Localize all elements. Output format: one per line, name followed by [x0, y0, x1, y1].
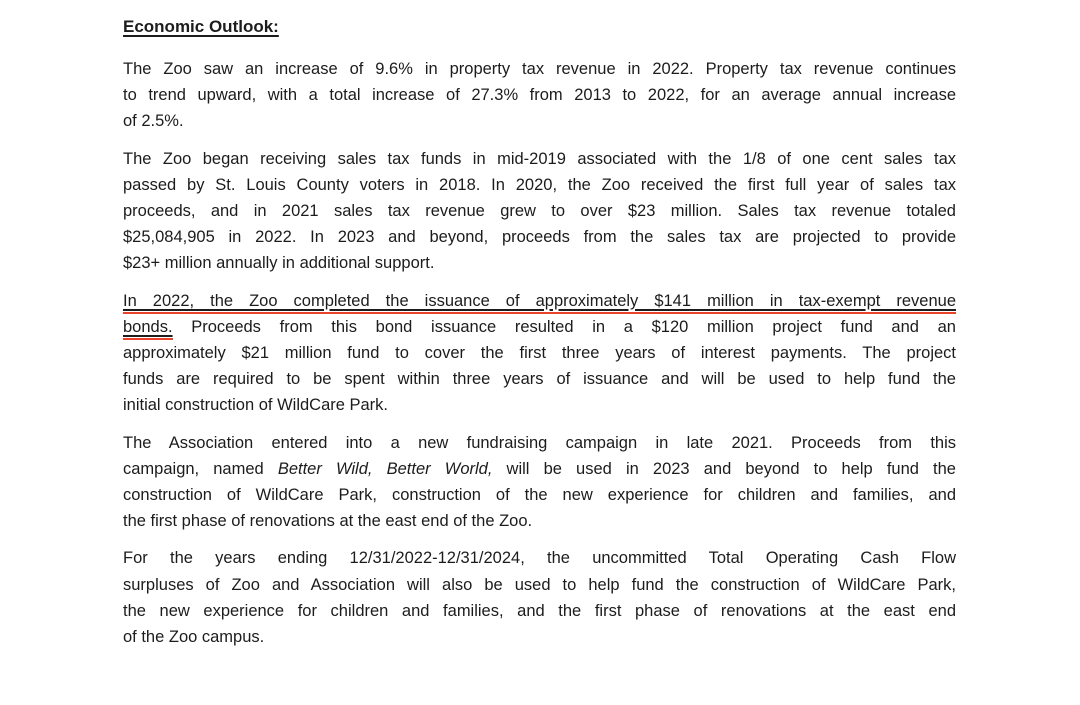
- text-segment: $25,084,905 in 2022. In 2023 and beyond, proceeds from the sales tax are projected to provide: [123, 228, 956, 247]
- paragraph-1: [123, 56, 956, 135]
- text-segment: The Zoo saw an increase of 9.6% in property tax revenue in 2022. Property tax revenue continues: [123, 60, 956, 78]
- text-line: [123, 624, 956, 650]
- text-line: [123, 430, 956, 456]
- text-segment: passed by St. Louis County voters in 2018. In 2020, the Zoo received the first full year of sales tax: [123, 175, 956, 194]
- text-segment: $23+ million annually in additional support.: [123, 254, 435, 273]
- text-line: [123, 314, 956, 340]
- text-line: [123, 146, 956, 172]
- italic-text: Better Wild, Better World,: [277, 459, 493, 478]
- text-line: [123, 108, 956, 134]
- text-line: [123, 340, 956, 366]
- paragraph-3: [123, 288, 956, 419]
- text-line: [123, 172, 956, 198]
- text-line: [123, 598, 956, 624]
- text-line: [123, 288, 956, 314]
- text-segment: proceeds, and in 2021 sales tax revenue grew to over $23 million. Sales tax revenue totaled: [123, 202, 956, 221]
- text-line: [123, 56, 956, 82]
- text-segment: The Association entered into a new fundraising campaign in late 2021. Proceeds from this: [123, 433, 956, 452]
- text-segment: campaign, named: [123, 459, 278, 478]
- text-line: [123, 224, 956, 250]
- text-segment: of 2.5%.: [123, 112, 184, 131]
- document-content: [123, 14, 956, 661]
- text-line: [123, 82, 956, 108]
- text-segment: For the years ending 12/31/2022-12/31/2024, the uncommitted Total Operating Cash Flow: [123, 549, 956, 568]
- text-segment: initial construction of WildCare Park.: [123, 396, 389, 415]
- text-line: [123, 545, 956, 571]
- text-line: [123, 198, 956, 224]
- text-line: [123, 250, 956, 276]
- text-segment: surpluses of Zoo and Association will also be used to help fund the construction of WildCare Park,: [123, 575, 956, 594]
- text-segment: The Zoo began receiving sales tax funds in mid-2019 associated with the 1/8 of one cent sales tax: [123, 149, 956, 168]
- red-underlined-text: bonds.: [123, 318, 173, 340]
- red-underlined-text: In 2022, the Zoo completed the issuance of approximately $141 million in tax-exempt revenue: [123, 292, 956, 314]
- text-segment: the first phase of renovations at the east end of the Zoo.: [123, 512, 533, 531]
- text-segment: approximately $21 million fund to cover the first three years of interest payments. The project: [123, 344, 956, 363]
- text-segment: funds are required to be spent within three years of issuance and will be used to help fund the: [123, 370, 956, 389]
- text-line: [123, 456, 956, 482]
- section-heading: Economic Outlook:: [123, 17, 279, 36]
- text-line: [123, 482, 956, 508]
- paragraph-2: [123, 146, 956, 277]
- text-line: [123, 366, 956, 392]
- text-segment: will be used in 2023 and beyond to help fund the: [492, 459, 956, 478]
- text-segment: the new experience for children and families, and the first phase of renovations at the east end: [123, 601, 956, 620]
- text-line: [123, 572, 956, 598]
- text-segment: to trend upward, with a total increase of 27.3% from 2013 to 2022, for an average annual increase: [123, 86, 956, 105]
- document-body: [123, 56, 956, 650]
- paragraph-5: [123, 545, 956, 650]
- text-segment: of the Zoo campus.: [123, 628, 265, 647]
- text-line: [123, 392, 956, 418]
- paragraph-4: [123, 430, 956, 535]
- text-line: [123, 508, 956, 534]
- text-segment: construction of WildCare Park, construction of the new experience for children and families, and: [123, 486, 956, 505]
- text-segment: Proceeds from this bond issuance resulted in a $120 million project fund and an: [172, 317, 956, 336]
